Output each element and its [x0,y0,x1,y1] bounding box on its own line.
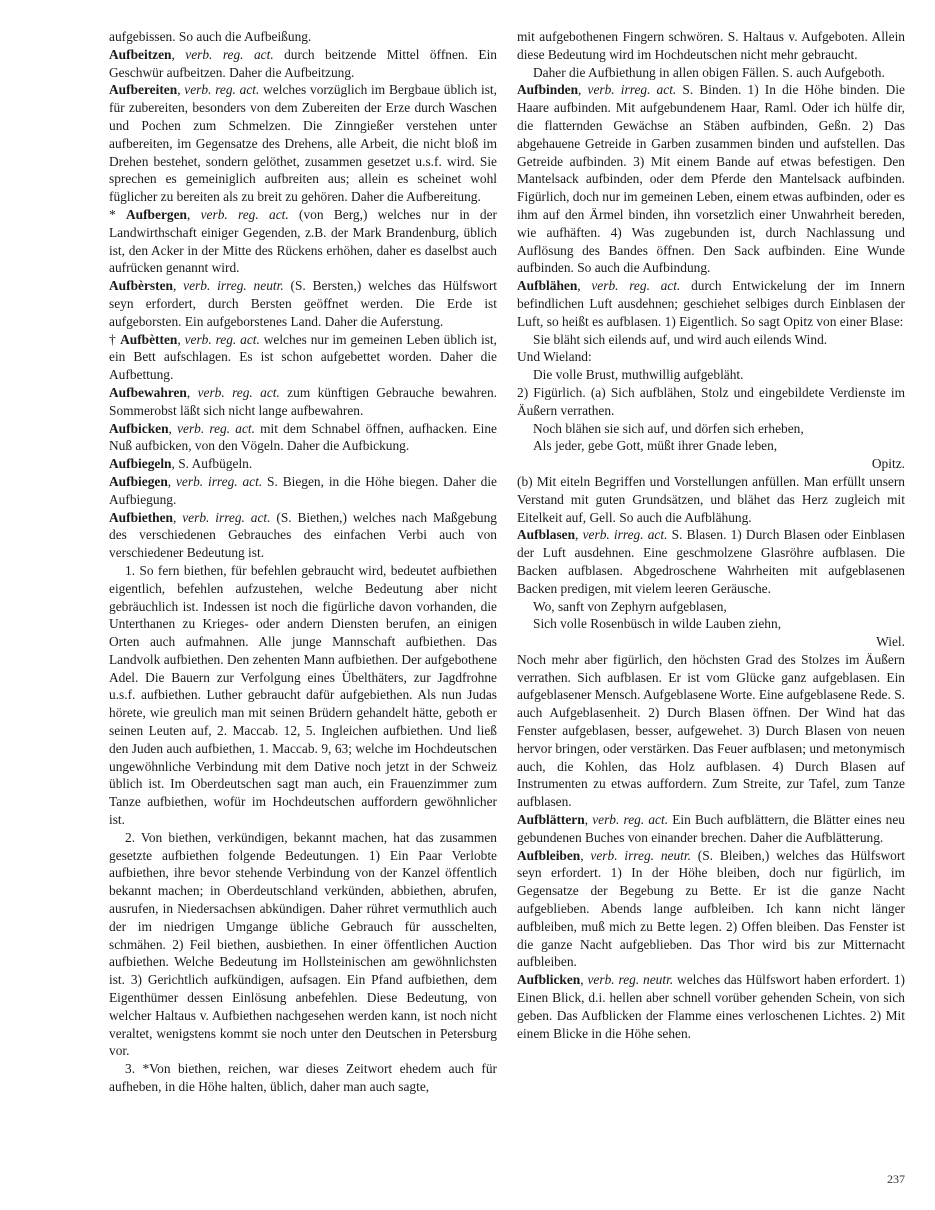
headword: Aufblättern [517,812,585,828]
entry-text: (S. Bersten,) welches das Hülfswort seyn erfordert, durch Bersten geöffnet werden. Die Erde ist aufgeborsten. Ein aufgeborstenes Land. Daher die Auferstung. [109,278,497,329]
entry-text: (S. Bleiben,) welches das Hülfswort seyn erfordert. 1) In der Höhe bleiben, doch nur figürlich, im Gegensatze der Begebung zu Bette. Er ist die ganze Nacht aufgeblieben. Abends lange aufbleiben. Ich kann nicht länger aufbleiben, muß mich zu Bette legen. 2) Offen bleiben. Das Fenster ist die ganze Nacht aufgeblieben. Das Thor wird bis zur Mitternacht aufbleiben. [517,847,905,970]
sense-paragraph: 2. Von biethen, verkündigen, bekannt machen, hat das zusammen gesetzte aufbiethen folgende Bedeutungen. 1) Ein Paar Verlobte aufbiethen, ihre bevor stehende Verbindung von der Kanzel öffentlich bekannt machen; in Oberdeutschland verkünden, abbiethen, abrufen, ausrufen, in Niedersachsen abkündigen. Daher rühret vermuthlich auch der im niedrigen Umgange übliche Gebrauch für ausschelten, schmähen. 2) Feil biethen, ausbiethen. In einer öffentlichen Auction aufbiethen. Welche Bedeutung im Hollsteinischen am gewöhnlichsten ist. 3) Gerichtlich aufkündigen, aufsagen. Ein Pfand aufbiethen, dem Eigenthümer dessen Einlösung anbefehlen. Diese Bedeutung, von welcher Haltaus v. Aufbiethen nachgesehen werden kann, ist noch nicht veraltet, wenigstens kommt sie noch unter den Deutschen in Petersburg vor. [109,829,497,1059]
page-number: 237 [887,1172,905,1186]
right-column [517,28,905,1042]
grammar-label: verb. reg. act. [197,384,280,400]
headword: Aufblasen [517,527,576,543]
entry-text: S. Biegen, in die Höhe biegen. Daher die Aufbiegung. [109,473,497,507]
headword: Aufbiegeln [109,456,172,472]
headword: Aufbeitzen [109,46,172,62]
entry-aufblaettern: Aufblättern, verb. reg. act. Ein Buch aufblättern, die Blätter eines neu gebundenen Buches von einander brechen. Daher die Aufblätterung. [517,812,905,845]
entry-continuation: mit aufgebothenen Fingern schwören. S. Haltaus v. Aufgeboten. Allein diese Bedeutung wird im Hochdeutschen nicht mehr gebraucht. [517,29,905,62]
entry-text: durch beitzende Mittel öffnen. Ein Geschwür aufbeitzen. Daher die Aufbeitzung. [109,46,497,80]
entry-text: Ein Buch aufblättern, die Blätter eines neu gebundenen Buches von einander brechen. Daher die Aufblätterung. [517,812,905,845]
sense-paragraph: 2) Figürlich. (a) Sich aufblähen, Stolz und eingebildete Verdienste im Äußern verrathen. [517,384,905,418]
entry-aufblicken: Aufblicken, verb. reg. neutr. welches das Hülfswort haben erfordert. 1) Einen Blick, d.i. hellen aber schnell vorüber gehenden Schein, von sich geben. Das Aufblicken der Flamme eines verloschenen Lichtes. 2) Mit einem Blicke in die Höhe sehen. [517,972,905,1041]
verse-line: Die volle Brust, muthwillig aufgebläht. [533,367,744,383]
quote-attribution: Wiel. [876,634,905,650]
entry-marker: * [109,206,126,222]
entry-text: welches das Hülfswort haben erfordert. 1) Einen Blick, d.i. hellen aber schnell vorüber gehenden Schein, von sich geben. Das Aufblicken der Flamme eines verloschenen Lichtes. 2) Mit einem Blicke in die Höhe sehen. [517,972,905,1041]
headword: Aufbicken [109,420,169,436]
grammar-label: verb. irreg. neutr. [590,847,691,863]
left-column [109,28,497,1096]
entry-aufbiegen: Aufbiegen, verb. irreg. act. S. Biegen, in die Höhe biegen. Daher die Aufbiegung. [109,473,497,507]
sense-paragraph: 3. *Von biethen, reichen, war dieses Zeitwort ehedem auch für aufheben, in die Höhe halten, üblich, daher man auch sagte, [109,1061,497,1095]
headword: Aufbleiben [517,847,581,863]
sense-paragraph: (b) Mit eiteln Begriffen und Vorstellungen anfüllen. Man erfüllt unsern Verstand mit guten Grundsätzen, und blähet das Herz zugleich mit Eitelkeit auf, Gell. So auch die Aufblähung. [517,473,905,525]
headword: Aufbewahren [109,384,187,400]
entry-continuation: aufgebissen. So auch die Aufbeißung. [109,29,312,44]
sense-paragraph: 1. So fern biethen, für befehlen gebraucht wird, bedeutet aufbiethen eigentlich, befehlen aufzustehen, welche Bedeutung aber nicht gebräuchlich ist. Indessen ist noch die figürliche davon vorhanden, die Unterthanen zu Krieges- oder andern Diensten berufen, an einigen Orten auch aufmahnen. Alle junge Mannschaft aufbiethen. Das Landvolk aufbiethen. Den zehenten Mann aufbiethen. Der aufgebothene Adel. Die Bauern zur Verfolgung eines Übelthäters, zur Jagdfrohne u.s.f. aufbiethen. Luther gebraucht dafür aufgebiethen. Als nun Judas hörete, wie greulich man mit seinen Brüdern gehandelt hätte, geboth er seinen Leuten auf, 2. Maccab. 12, 5. Ingleichen aufbiethen. Und ließ den Juden auch aufbiethen, 1. Maccab. 9, 63; welche im Hochdeutschen ungewöhnliche Verbindung mit dem Dative noch jetzt in der Schweiz üblich ist. Im Oberdeutschen sagt man auch, ein Frauenzimmer zum Tanze aufbiethen, wofür im Hochdeutschen auffordern gewöhnlicher ist. [109,562,497,828]
entry-aufbewahren: Aufbewahren, verb. reg. act. zum künftigen Gebrauche bewahren. Sommerobst läßt sich nicht lange aufbewahren. [109,384,497,418]
headword: Aufbergen [125,206,187,222]
entry-text: mit dem Schnabel öffnen, aufhacken. Eine Nuß aufbicken, von den Vögeln. Daher die Aufbickung. [109,420,497,454]
headword: Aufblähen [517,278,578,294]
headword: Aufbiegen [109,473,168,489]
headword: Aufbereiten [109,82,178,98]
entry-text: durch Entwickelung der im Innern befindlichen Luft ausdehnen; geschiehet selbiges durch Einblasen der Luft, so heißt es aufblasen. 1) Eigentlich. So sagt Opitz von einer Blase: [517,278,905,329]
entry-text: S. Binden. 1) In die Höhe binden. Die Haare aufbinden. Mit aufgebundenem Haar, Raml. Oder ich hülfe dir, die flatternden Gewächse an Stäben aufbinden, Geßn. 2) Das abgehauene Getreide in Garben zusammen binden und aufstellen. Das Getreide aufbinden. 3) Mit einem Bande auf etwas befestigen. Den Mantelsack aufbinden, oder dem Pferde den Mantelsack aufbinden. Figürlich, doch nur im gemeinen Leben, einem etwas aufbinden, oder es ihm auf den Ärmel binden, ihn vorsetzlich einer Unwahrheit bereden, wie aufhäften. 4) Was zugebunden ist, durch Nachlassung und Auflösung des Bandes öffnen. Den Sack aufbinden. Eine Wunde aufbinden. So auch die Aufbindung. [517,82,905,276]
entry-aufbeitzen: Aufbeitzen, verb. reg. act. durch beitzende Mittel öffnen. Ein Geschwür aufbeitzen. Daher die Aufbeitzung. [109,46,497,80]
headword: Aufbiethen [109,509,173,525]
entry-aufbinden: Aufbinden, verb. irreg. act. S. Binden. 1) In die Höhe binden. Die Haare aufbinden. Mit aufgebundenem Haar, Raml. Oder ich hülfe dir, die flatternden Gewächse an Stäben aufbinden, Geßn. 2) Das abgehauene Getreide in Garben zusammen binden und aufstellen. Das Getreide aufbinden. 3) Mit einem Bande auf etwas befestigen. Den Mantelsack aufbinden, oder dem Pferde den Mantelsack aufbinden. Figürlich, doch nur im gemeinen Leben, einem etwas aufbinden, oder es ihm auf den Ärmel binden, ihn vorsetzlich einer Unwahrheit bereden, wie aufhäften. 4) Was zugebunden ist, durch Nachlassung und Auflösung des Bandes öffnen. Den Sack aufbinden. Eine Wunde aufbinden. So auch die Aufbindung. [517,82,905,276]
entry-text: S. Blasen. 1) Durch Blasen oder Einblasen der Luft ausdehnen. Eine geschmolzene Glasröhre aufblasen. Die Backen aufblasen. Abgedroschene Wahrheiten mit aufgeblasenen Backen predigen, mit vielem leeren Geräusche. [517,527,905,596]
entry-aufblasen: Aufblasen, verb. irreg. act. S. Blasen. 1) Durch Blasen oder Einblasen der Luft ausdehnen. Eine geschmolzene Glasröhre aufblasen. Die Backen aufblasen. Abgedroschene Wahrheiten mit aufgeblasenen Backen predigen, mit vielem leeren Geräusche. [517,527,905,596]
entry-aufbetten: † Aufbètten, verb. reg. act. welches nur im gemeinen Leben üblich ist, ein Bett aufschlagen. Es ist schon aufgebettet worden. Daher die Aufbettung. [109,331,497,383]
entry-aufbicken: Aufbicken, verb. reg. act. mit dem Schnabel öffnen, aufhacken. Eine Nuß aufbicken, von den Vögeln. Daher die Aufbickung. [109,420,497,454]
entry-marker: † [109,331,121,347]
entry-aufbiegeln: Aufbiegeln, S. Aufbügeln. [109,456,253,472]
headword: Aufbètten [120,331,178,347]
grammar-label: verb. reg. act. [200,206,289,222]
verse-line: Noch blähen sie sich auf, und dörfen sich erheben, [533,420,804,436]
grammar-label: verb. irreg. act. [587,82,677,98]
grammar-label: verb. reg. act. [185,46,274,62]
entry-text: (von Berg,) welches nur in der Landwirthschaft einiger Gegenden, z.B. der Mark Brandenburg, üblich ist, den Acker in der Mitte des Rückens erhöhen, daher es daselbst auch aufrücken genannt wird. [109,206,498,276]
quote-attribution: Opitz. [871,456,905,472]
headword: Aufblicken [517,972,581,988]
grammar-label: verb. reg. act. [184,82,260,98]
headword: Aufbèrsten [109,278,173,294]
entry-text: (S. Biethen,) welches nach Maßgebung des verschiedenen Gebrauches des einfachen Verbi auch von verschiedener Bedeutung ist. [109,509,497,561]
entry-aufbiethen: Aufbiethen, verb. irreg. act. (S. Biethen,) welches nach Maßgebung des verschiedenen Gebrauches des einfachen Verbi auch von verschiedener Bedeutung ist. [109,509,497,561]
grammar-label: verb. reg. act. [184,331,260,347]
verse-line: Sich volle Rosenbüsch in wilde Lauben ziehn, [533,616,782,632]
entry-aufbereiten: Aufbereiten, verb. reg. act. welches vorzüglich im Bergbaue üblich ist, für zubereiten, besonders von dem Zubereiten der Erze durch Waschen und Pochen zum Schmelzen. Die Zinngießer verstehen unter aufbereiten, im Gegensatze des Drehens, alle Arbeit, die nicht bloß im Drehen bestehet, sondern gelöthet, zusammen gesetzet u.s.f. wird. Sie sprechen es gemeiniglich aufbreiten aus; allein es scheinet wohl füglicher zu bereiten als zu breit zu gehören. Daher die Aufbereitung. [109,82,497,205]
grammar-label: verb. reg. act. [591,278,681,294]
grammar-label: verb. reg. act. [592,812,669,828]
headword: Aufbinden [517,82,579,98]
entry-text: welches nur im gemeinen Leben üblich ist, ein Bett aufschlagen. Es ist schon aufgebettet worden. Daher die Aufbettung. [109,331,497,383]
entry-aufbleiben: Aufbleiben, verb. irreg. neutr. (S. Bleiben,) welches das Hülfswort seyn erfordert. 1) In der Höhe bleiben, doch nur figürlich, im Gegensatze der Begebung zu Bette. Er ist die ganze Nacht aufgeblieben. Abends lange aufbleiben. Ich kann nicht länger aufbleiben, muß mich zu Bette legen. 2) Offen bleiben. Das Fenster ist die ganze Nacht aufgeblieben. Das Thor wird bis zur Mitternacht aufbleiben. [517,847,905,970]
verse-line: Als jeder, gebe Gott, müßt ihrer Gnade leben, [533,438,778,454]
quote-intro: Und Wieland: [517,349,592,365]
entry-aufblaehen: Aufblähen, verb. reg. act. durch Entwickelung der im Innern befindlichen Luft ausdehnen; geschiehet selbiges durch Einblasen der Luft, so heißt es aufblasen. 1) Eigentlich. So sagt Opitz von einer Blase: [517,278,905,329]
sense-paragraph: Noch mehr aber figürlich, den höchsten Grad des Stolzes im Äußern verrathen. Sich aufblasen. Er ist vom Glücke ganz aufgeblasen. Ein aufgeblasener Mensch. Aufgeblasene Worte. Eine aufgeblasene Rede. S. auch Aufgeblasenheit. 2) Durch Blasen öffnen. Der Wind hat das Fenster aufgeblasen, besser, aufgewehet. 3) Durch Blasen von neuen hervor bringen, oder verstärken. Das Feuer aufblasen; und metonymisch auch, die Kohlen, das Holz aufblasen. 4) Durch Blasen auf Instrumenten zu etwas auffordern. Zum Streite, zur Tafel, zum Tanze aufblasen. [517,651,905,810]
entry-text: zum künftigen Gebrauche bewahren. Sommerobst läßt sich nicht lange aufbewahren. [109,384,497,418]
grammar-label: verb. irreg. neutr. [183,278,284,294]
grammar-label: verb. irreg. act. [175,473,263,489]
grammar-label: verb. reg. neutr. [587,972,674,988]
grammar-label: verb. irreg. act. [582,527,668,543]
verse-line: Wo, sanft von Zephyrn aufgeblasen, [533,598,727,614]
verse-line: Sie bläht sich eilends auf, und wird auch eilends Wind. [533,331,828,347]
grammar-label: verb. reg. act. [177,420,255,436]
entry-text: S. Aufbügeln. [178,456,253,472]
entry-text: welches vorzüglich im Bergbaue üblich ist, für zubereiten, besonders von dem Zubereiten der Erze durch Waschen und Pochen zum Schmelzen. Die Zinngießer verstehen unter aufbereiten, im Gegensatze des Drehens, alle Arbeit, die nicht bloß im Drehen bestehet, sondern gelöthet, zusammen gesetzet u.s.f. wird. Sie sprechen es gemeiniglich aufbreiten aus; allein es scheinet wohl füglicher zu bereiten als zu breit zu gehören. Daher die Aufbereitung. [109,82,497,205]
entry-aufbersten: Aufbèrsten, verb. irreg. neutr. (S. Bersten,) welches das Hülfswort seyn erfordert, durch Bersten geöffnet werden. Die Erde ist aufgeborsten. Ein aufgeborstenes Land. Daher die Auferstung. [109,278,497,329]
sense-paragraph: Daher die Aufbiethung in allen obigen Fällen. S. auch Aufgeboth. [533,64,885,80]
entry-aufbergen: * Aufbergen, verb. reg. act. (von Berg,) welches nur in der Landwirthschaft einiger Gegenden, z.B. der Mark Brandenburg, üblich ist, den Acker in der Mitte des Rückens erhöhen, daher es daselbst auch aufrücken genannt wird. [109,206,498,276]
grammar-label: verb. irreg. act. [182,509,271,525]
